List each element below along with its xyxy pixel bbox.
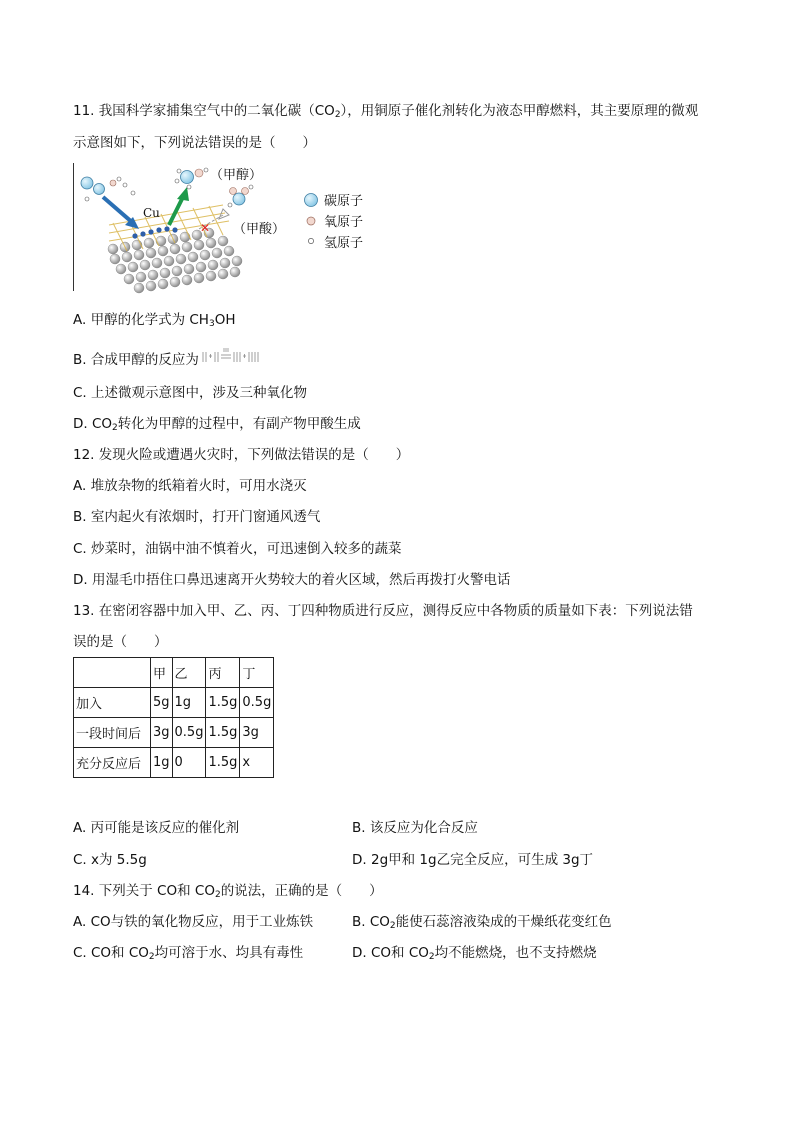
table-cell: 3g [151,718,173,748]
hydrogen-atom-icon [308,238,313,243]
q14-option-c: C. CO和 $CO_2$均可溶于水、均具有毒性 [73,945,304,962]
q13-option-a: A. 丙可能是该反应的催化剂 [73,820,240,836]
q13-option-c: C. x为 5.5g [73,852,147,868]
formic-acid-label: （甲酸） [233,222,286,237]
table-cell: 5g [151,688,173,718]
table-cell: 丁 [240,658,274,688]
legend-carbon-label: 碳原子 [324,194,364,209]
q14-option-b: B. $CO_2$能使石蕊溶液染成的干燥纸花变红色 [352,914,612,931]
q11-stem-line2: 示意图如下，下列说法错误的是（ ） [73,135,316,151]
reaction-equation-image [201,346,263,374]
table-cell: 0.5g [240,688,274,718]
table-header-row [74,658,274,688]
q12-option-a: A. 堆放杂物的纸箱着火时，可用水浇灭 [73,478,307,494]
table-cell: 1g [151,748,173,778]
q12-option-b: B. 室内起火有浓烟时，打开门窗通风透气 [73,509,321,525]
cu-label: Cu [143,206,160,220]
carbon-atom-icon [305,194,318,207]
methanol-molecule [175,168,208,189]
q11-micro-diagram [73,163,383,295]
table-row [74,718,274,748]
q14-option-d: D. CO和 $CO_2$均不能燃烧，也不支持燃烧 [352,945,597,962]
blocked-x-icon: ✕ [200,221,211,235]
table-cell: 充分反应后 [74,748,151,778]
table-cell: 0 [172,748,206,778]
q11-stem-line1: 11. 我国科学家捕集空气中的二氧化碳$(CO_2)$，用铜原子催化剂转化为液态甲醇燃料，其主要原理的微观 [73,103,699,120]
q14-option-a: A. CO与铁的氧化物反应，用于工业炼铁 [73,914,314,930]
reactant-molecules [81,177,135,201]
table-cell: 0.5g [172,718,206,748]
table-cell: 1.5g [206,718,240,748]
q13-option-d: D. 2g甲和 1g乙完全反应，可生成 3g丁 [352,852,594,868]
formic-acid-molecule [228,185,253,207]
table-cell: 乙 [172,658,206,688]
legend-oxygen-label: 氧原子 [324,215,364,230]
table-cell: 1g [172,688,206,718]
table-row [74,748,274,778]
legend-hydrogen-label: 氢原子 [324,236,364,251]
table-cell: 1.5g [206,688,240,718]
table-cell: 甲 [151,658,173,688]
q12-option-c: C. 炒菜时，油锅中油不慎着火，可迅速倒入较多的蔬菜 [73,541,402,557]
table-cell: 丙 [206,658,240,688]
q11-option-a: A. 甲醇的化学式为 $CH_3OH$ [73,312,236,329]
table-cell: 1.5g [206,748,240,778]
q12-option-d: D. 用湿毛巾捂住口鼻迅速离开火势较大的着火区域，然后再拨打火警电话 [73,572,511,588]
q13-option-b: B. 该反应为化合反应 [352,820,478,836]
methanol-label: （甲醇） [210,168,263,183]
table-row [74,688,274,718]
q13-mass-table [73,657,274,778]
q12-stem: 12. 发现火险或遭遇火灾时，下列做法错误的是（ ） [73,447,410,463]
table-cell: 加入 [74,688,151,718]
table-cell: 3g [240,718,274,748]
q13-stem-line1: 13. 在密闭容器中加入甲、乙、丙、丁四种物质进行反应，测得反应中各物质的质量如下表：下列说法错 [73,603,693,619]
q11-option-b: B. 合成甲醇的反应为 [73,346,263,374]
q13-stem-line2: 误的是（ ） [73,634,168,650]
q14-stem: 14. 下列关于 CO和 $CO_2$的说法，正确的是（ ） [73,883,383,900]
table-cell: 一段时间后 [74,718,151,748]
oxygen-atom-icon [307,217,315,225]
table-cell: x [240,748,274,778]
q11-option-c: C. 上述微观示意图中，涉及三种氧化物 [73,385,308,401]
q11-option-d: D. $CO_2$转化为甲醇的过程中，有副产物甲酸生成 [73,416,361,433]
table-cell [74,658,151,688]
diagram-legend [305,193,364,251]
